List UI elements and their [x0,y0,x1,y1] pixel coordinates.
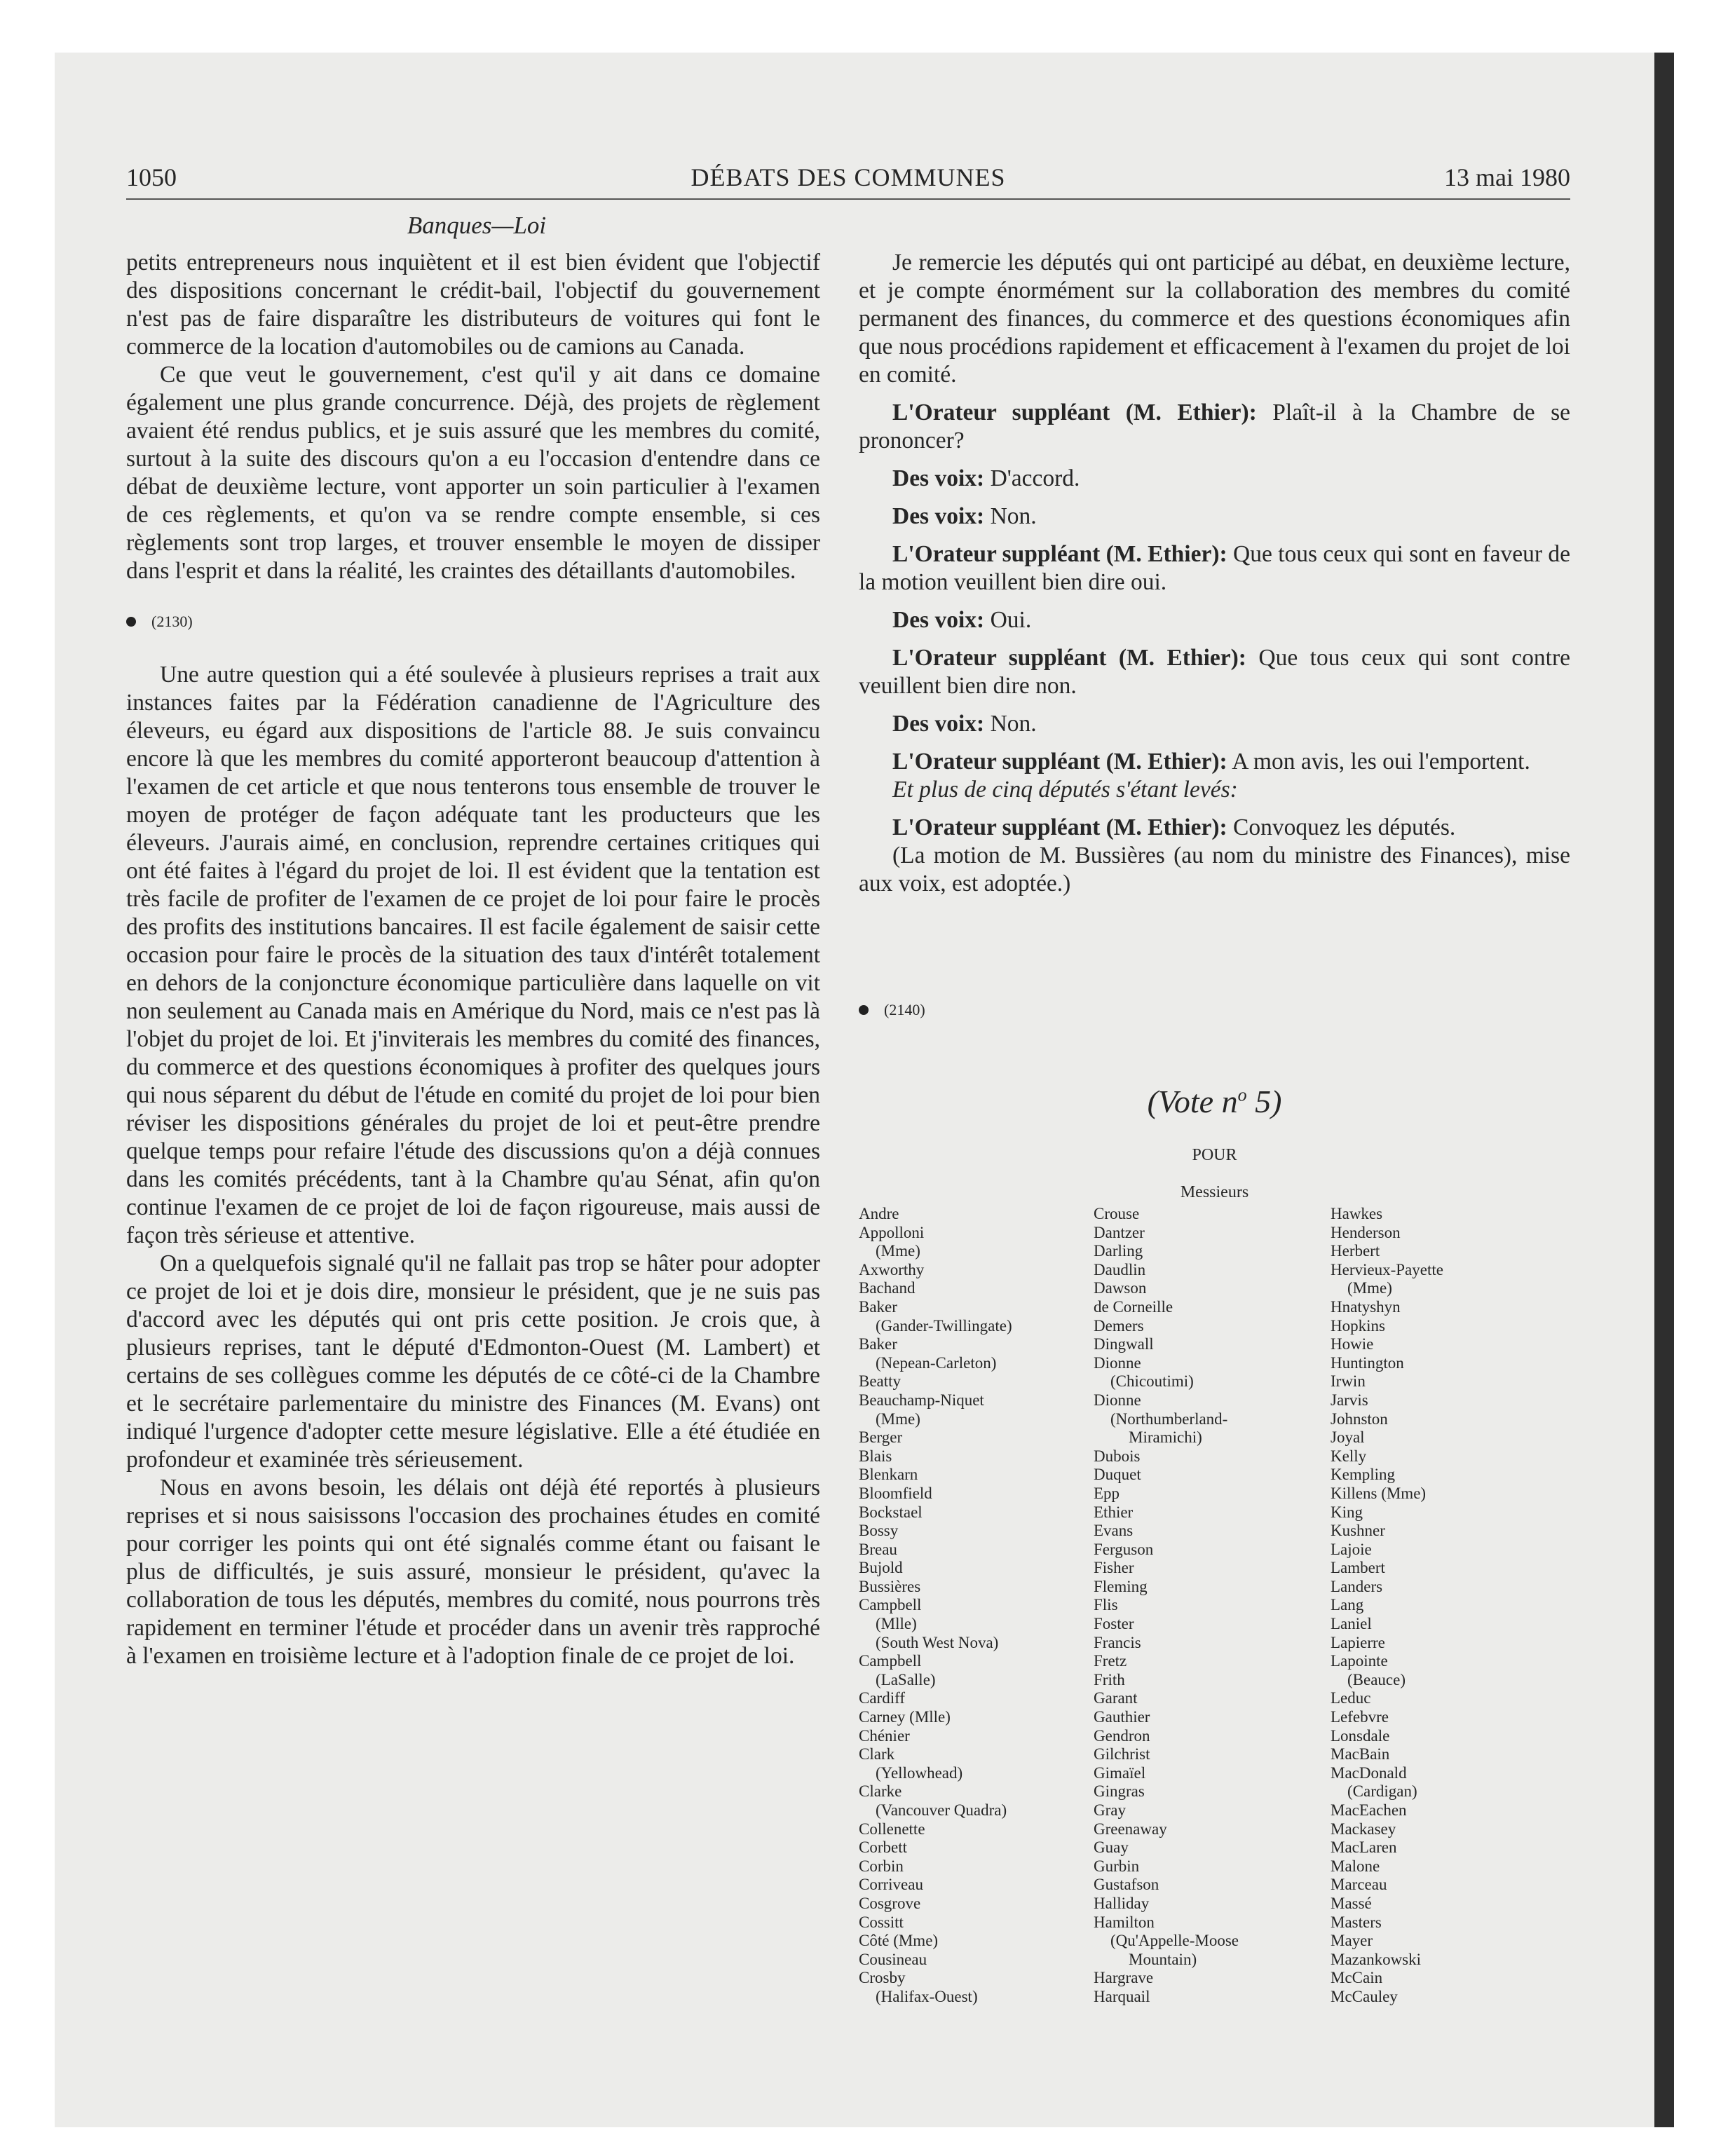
member-name: Fleming [1094,1577,1148,1595]
member-name: Crosby [859,1969,906,1987]
member-name: Blenkarn [859,1466,918,1484]
voices-line [859,503,1570,531]
member-name: McCauley [1331,1987,1398,2005]
member-name: Masters [1331,1913,1382,1931]
member-name: Laniel [1331,1615,1372,1633]
member-name: Francis [1094,1633,1141,1651]
member-name: (South West Nova) [876,1633,999,1651]
member-name: MacLaren [1331,1838,1397,1857]
member-name: Bossy [859,1522,899,1540]
member-name: (Halifax-Ouest) [876,1987,978,2005]
member-name: Fisher [1094,1559,1134,1577]
speaker-name: L'Orateur suppléant (M. Ethier): [892,645,1246,671]
page-number: 1050 [126,163,177,191]
member-name: Dionne [1094,1391,1141,1409]
member-name: Kempling [1331,1466,1395,1484]
member-name: Dantzer [1094,1223,1145,1241]
member-name: Lajoie [1331,1540,1372,1558]
member-name: Baker [859,1335,897,1353]
member-name: (Mlle) [876,1615,917,1633]
member-name: Johnston [1331,1410,1388,1428]
member-name: Greenaway [1094,1820,1167,1838]
voices-label: Des voix: [892,711,985,737]
publication-title: DÉBATS DES COMMUNES [690,163,1006,191]
member-name: (Nepean-Carleton) [876,1353,997,1372]
member-name: Huntington [1331,1353,1404,1372]
member-name: Beauchamp-Niquet [859,1391,984,1409]
member-name: Evans [1094,1522,1134,1540]
member-name: (Chicoutimi) [1110,1372,1194,1391]
member-name: (Beauce) [1347,1670,1406,1688]
voices-line [859,465,1570,493]
scan-edge-bar [1654,53,1674,2127]
member-name: Lapointe [1331,1652,1388,1670]
member-name: MacEachen [1331,1801,1407,1819]
paragraph: On a quelquefois signalé qu'il ne fallait pas trop se hâter pour adopter ce projet de loi et je dois dire, monsieur le président, que je ne suis pas d'accord avec les députés qui ont pris cette position. Je crois que, à plusieurs reprises, tant le député d'Edmonton-Ouest (M. Lambert) et certains de ses collègues comme les députés de ce côté-ci de la Chambre et le secrétaire parlementaire du ministre des Finances (M. Evans) ont indiqué l'urgence d'adopter cette mesure législative. Elle a été étudiée en profondeur et examinée très sérieusement. [126,1250,820,1473]
running-head [126,163,1570,195]
paragraph: Je remercie les députés qui ont participé au débat, en deuxième lecture, et je compte énormément sur la collaboration des membres du comité permanent des finances, du commerce et des questions économiques afin que nous procédions rapidement et efficacement à l'examen du projet de loi en comité. [859,250,1570,388]
header-rule [126,198,1570,200]
member-name: Miramichi) [1129,1428,1202,1447]
names-column-3 [1331,1205,1443,2007]
member-name: Campbell [859,1596,922,1614]
member-name: Axworthy [859,1260,925,1278]
member-name: Malone [1331,1857,1380,1875]
member-name: Dingwall [1094,1335,1154,1353]
member-name: Bujold [859,1559,903,1577]
member-name: Gimaïel [1094,1763,1146,1782]
member-name: Bussières [859,1577,921,1595]
member-name: Epp [1094,1484,1120,1502]
member-name: Gray [1094,1801,1126,1819]
speaker-name: L'Orateur suppléant (M. Ethier): [892,749,1227,775]
member-name: (Yellowhead) [876,1763,963,1782]
speaker-line [859,644,1570,700]
voices-text: Non. [990,503,1037,529]
voices-text: Non. [990,711,1037,737]
member-name: (Vancouver Quadra) [876,1801,1007,1819]
member-name: Lapierre [1331,1633,1385,1651]
member-name: Gilchrist [1094,1745,1150,1763]
member-name: de Corneille [1094,1297,1173,1316]
member-name: Chénier [859,1726,910,1745]
member-name: McCain [1331,1969,1383,1987]
speaker-name: L'Orateur suppléant (M. Ethier): [892,814,1227,840]
member-name: Crouse [1094,1205,1140,1222]
member-name: Beatty [859,1372,901,1391]
speaker-line [859,540,1570,596]
member-name: Duquet [1094,1466,1141,1484]
member-name: Massé [1331,1894,1372,1912]
voices-label: Des voix: [892,465,985,491]
page-date: 13 mai 1980 [1444,163,1570,191]
bullet-icon [126,617,136,627]
member-name: Breau [859,1540,897,1558]
member-name: Frith [1094,1670,1125,1688]
speaker-name: L'Orateur suppléant (M. Ethier): [892,541,1227,567]
names-column-2 [1094,1205,1239,2007]
member-name: Gauthier [1094,1708,1150,1726]
member-name: Dawson [1094,1279,1147,1297]
voices-line [859,710,1570,738]
voices-label: Des voix: [892,607,985,633]
member-name: MacBain [1331,1745,1390,1763]
right-column [859,249,1570,1024]
names-column-1 [859,1205,1012,2007]
bullet-icon [859,1005,869,1015]
member-name: Berger [859,1428,903,1447]
speech-text: Plaît-il à la Chambre de se prononcer? [859,400,1571,453]
voices-line [859,606,1570,634]
paragraph: Nous en avons besoin, les délais ont déjà été reportés à plusieurs reprises et si nous saisissons l'occasion des prochaines études en comité pour corriger les points qui ont été signalés comme étant ou faisant le plus de difficultés, je suis assuré, monsieur le président, qu'avec la collaboration de tous les députés, membres du comité, nous pourrons très rapidement en terminer l'étude et procéder dans un avenir très rapproché à l'examen en troisième lecture et à l'adoption finale de ce projet de loi. [126,1475,820,1669]
member-name: Harquail [1094,1987,1150,2005]
member-name: Cousineau [859,1950,927,1968]
member-name: Gurbin [1094,1857,1140,1875]
member-name: Bachand [859,1279,916,1297]
member-name: Guay [1094,1838,1129,1857]
member-name: Killens (Mme) [1331,1484,1427,1502]
member-name: Hargrave [1094,1969,1154,1987]
vote-title-number: 5) [1246,1084,1282,1119]
time-marker [859,996,1570,1024]
member-name: Irwin [1331,1372,1366,1391]
speaker-line [859,399,1570,455]
member-name: Bloomfield [859,1484,932,1502]
member-name: (LaSalle) [876,1670,936,1688]
speaker-line [859,748,1570,776]
member-name: Lambert [1331,1559,1385,1577]
time-marker-text: (2140) [884,1001,925,1018]
left-column [126,249,820,1670]
member-name: Ethier [1094,1503,1134,1521]
member-name: Lefebvre [1331,1708,1389,1726]
member-name: Cardiff [859,1689,906,1707]
member-name: Ferguson [1094,1540,1154,1558]
member-name: Appolloni [859,1223,925,1241]
member-name: Hnatyshyn [1331,1297,1401,1316]
member-name: Kelly [1331,1447,1367,1465]
member-name: Mackasey [1331,1820,1396,1838]
vote-title [859,1083,1570,1120]
member-name: Dubois [1094,1447,1141,1465]
member-name: MacDonald [1331,1763,1407,1782]
member-name: Collenette [859,1820,925,1838]
member-name: Herbert [1331,1242,1380,1260]
member-name: Mayer [1331,1932,1373,1950]
member-name: Cosgrove [859,1894,921,1912]
speech-text: Convoquez les députés. [1233,814,1456,840]
member-name: Demers [1094,1316,1144,1335]
member-name: Daudlin [1094,1260,1146,1278]
speech-text: A mon avis, les oui l'emportent. [1232,749,1530,775]
member-name: Lang [1331,1596,1364,1614]
speaker-line [859,814,1570,842]
member-name: (Gander-Twillingate) [876,1316,1012,1335]
time-marker [126,608,820,636]
member-name: (Northumberland- [1110,1410,1228,1428]
member-name: Cossitt [859,1913,904,1931]
speech-text: Que tous ceux qui sont contre veuillent bien dire non. [859,645,1570,699]
vote-title-superscript: o [1237,1084,1247,1105]
speaker-name: L'Orateur suppléant (M. Ethier): [892,400,1257,425]
member-name: Corbin [859,1857,904,1875]
stage-direction: Et plus de cinq députés s'étant levés: [892,777,1238,803]
member-name: Baker [859,1297,897,1316]
member-name: Hawkes [1331,1205,1383,1222]
member-name: Kushner [1331,1522,1385,1540]
member-name: Campbell [859,1652,922,1670]
member-name: Fretz [1094,1652,1127,1670]
member-name: Blais [859,1447,892,1465]
member-name: Jarvis [1331,1391,1368,1409]
member-name: Bockstael [859,1503,923,1521]
voices-label: Des voix: [892,503,985,529]
speech-text: Que tous ceux qui sont en faveur de la motion veuillent bien dire oui. [859,541,1570,595]
member-name: Dionne [1094,1353,1141,1372]
member-name: (Qu'Appelle-Moose [1110,1932,1239,1950]
member-name: Halliday [1094,1894,1150,1912]
voices-text: Oui. [990,607,1032,633]
member-name: Leduc [1331,1689,1371,1707]
member-name: (Cardigan) [1347,1782,1417,1801]
member-name: Clarke [859,1782,902,1801]
member-name: King [1331,1503,1363,1521]
member-name: Clark [859,1745,895,1763]
voices-text: D'accord. [990,465,1080,491]
member-name: Foster [1094,1615,1134,1633]
messieurs-heading: Messieurs [1180,1183,1249,1201]
member-name: Andre [859,1205,899,1222]
motion-result: (La motion de M. Bussières (au nom du ministre des Finances), mise aux voix, est adoptée.) [859,842,1570,896]
section-title: Banques—Loi [407,212,547,239]
member-name: Côté (Mme) [859,1932,939,1950]
member-name: Flis [1094,1596,1118,1614]
member-name: Gingras [1094,1782,1145,1801]
member-name: Gendron [1094,1726,1150,1745]
paragraph: Une autre question qui a été soulevée à plusieurs reprises a trait aux instances faites par la Fédération canadienne de l'Agriculture des éleveurs, eu égard aux dispositions de l'article 88. Je suis convaincu encore là que les membres du comité apporteront beaucoup d'attention à l'examen de cet article et que nous tenterons tous ensemble de trouver le moyen de protéger de façon adéquate tant les producteurs que les éleveurs. J'aurais aimé, en conclusion, reprendre certaines critiques qui ont été faites à l'égard du projet de loi. Il est évident que la tentation est très facile de profiter de l'examen de ce projet de loi pour faire le procès des profits des institutions bancaires. Il est facile également de saisir cette occasion pour faire le procès de la situation des taux d'intérêt totalement en dehors de la conjoncture économique particulière dans laquelle on vit non seulement au Canada mais en Amérique du Nord, mais ce n'est pas là l'objet du projet de loi. Et j'inviterais les membres du comité des finances, du commerce et des questions économiques à profiter des quelques jours qui nous séparent du début de l'étude en comité du projet de loi pour bien réviser les dispositions générales du projet de loi et peut-être prendre quelque temps pour refaire l'étude des discussions qu'on a déjà connues dans les comités précédents, tant à la Chambre qu'au Sénat, afin qu'on continue l'examen de ce projet de loi de façon rigoureuse, mais aussi de façon très sérieuse et attentive. [126,662,820,1248]
time-marker-text: (2130) [151,613,193,630]
paragraph: petits entrepreneurs nous inquiètent et il est bien évident que l'objectif des dispositions concernant le crédit-bail, l'objectif du gouvernement n'est pas de faire disparaître les distributeurs de voitures qui font le commerce de la location d'automobiles ou de camions au Canada. [126,250,820,360]
member-name: Hopkins [1331,1316,1385,1335]
member-name: Landers [1331,1577,1383,1595]
member-name: Mountain) [1129,1950,1197,1968]
member-name: Joyal [1331,1428,1365,1447]
member-name: (Mme) [1347,1279,1392,1297]
member-name: (Mme) [876,1410,920,1428]
pour-heading: POUR [1192,1146,1237,1164]
member-name: (Mme) [876,1242,920,1260]
member-name: Gustafson [1094,1876,1159,1894]
member-name: Howie [1331,1335,1374,1353]
member-name: Mazankowski [1331,1950,1422,1968]
member-name: Henderson [1331,1223,1401,1241]
vote-title-text: (Vote n [1147,1084,1238,1119]
member-name: Corbett [859,1838,907,1857]
member-name: Hamilton [1094,1913,1155,1931]
member-name: Darling [1094,1242,1143,1260]
paragraph: Ce que veut le gouvernement, c'est qu'il y ait dans ce domaine également une plus grande concurrence. Déjà, des projets de règlement avaient été rendus publics, et je suis assuré que les membres du comité, surtout à la suite des discours qu'on a eu l'occasion d'entendre dans ce débat de deuxième lecture, vont apporter un soin particulier à l'examen de ces règlements, et qu'on va se rendre compte ensemble, si ces règlements sont trop larges, et trouver ensemble le moyen de dissiper dans l'esprit et dans la réalité, les craintes des détaillants d'automobiles. [126,362,820,584]
member-name: Carney (Mlle) [859,1708,951,1726]
member-name: Lonsdale [1331,1726,1390,1745]
member-name: Garant [1094,1689,1138,1707]
member-name: Corriveau [859,1876,923,1894]
member-name: Hervieux-Payette [1331,1260,1443,1278]
member-name: Marceau [1331,1876,1387,1894]
